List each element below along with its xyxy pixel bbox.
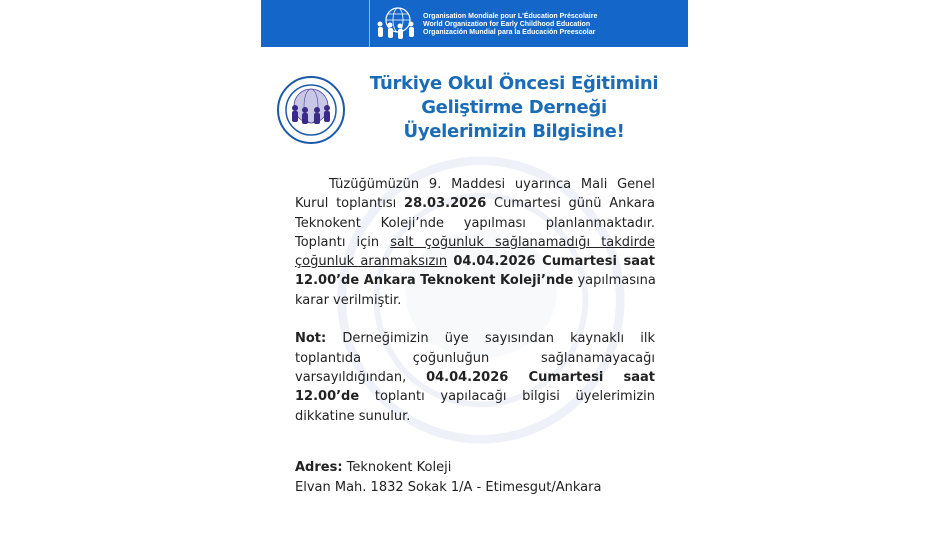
address-line-2: Elvan Mah. 1832 Sokak 1/A - Etimesgut/Ankara: [295, 480, 602, 495]
text-line: [295, 271, 655, 290]
text-line: [295, 233, 655, 252]
address-label: Adres:: [295, 460, 343, 475]
underlined-text: salt çoğunluk sağlanamadığı takdirde: [390, 234, 655, 250]
text-line: [295, 329, 655, 348]
bold-text: 04.04.2026 Cumartesi saat: [453, 254, 655, 270]
title-line: Üyelerimizin Bilgisine!: [403, 121, 625, 142]
header-divider: [369, 0, 370, 47]
header-line-fr: Organisation Mondiale pour L'Éducation Préscolaire: [423, 13, 598, 20]
text-segment: toplantı yapılacağı bilgisi üyelerimizin: [359, 389, 655, 405]
text-segment: Teknokent Koleji’nde yapılması planlanmaktadır.: [295, 215, 655, 231]
bold-text: 28.03.2026: [404, 196, 487, 212]
text-segment: Toplantı için: [295, 234, 391, 250]
text-segment: toplantıda çoğunluğun sağlanamayacağı: [295, 350, 655, 366]
paragraph-note: [295, 329, 655, 425]
text-line: [295, 407, 655, 426]
header-organization-names: [423, 13, 597, 37]
text-line: [295, 194, 655, 213]
text-line: [295, 175, 655, 194]
association-seal-logo: [277, 76, 345, 144]
text-line: [295, 387, 655, 406]
text-segment: karar verilmiştir.: [295, 292, 402, 308]
paragraph-gap: [295, 310, 655, 329]
text-segment: Kurul toplantısı: [295, 196, 405, 212]
bold-text: 12.00’de Ankara Teknokent Koleji’nde: [295, 273, 574, 289]
title-line: Türkiye Okul Öncesi Eğitimini: [369, 73, 659, 94]
page-title: [349, 72, 679, 144]
text-line: [295, 349, 655, 368]
text-line: [295, 291, 655, 310]
header-line-es: Organización Mundial para la Educación Preescolar: [423, 29, 596, 36]
bold-text: 04.04.2026 Cumartesi saat: [426, 369, 655, 385]
text-segment: Derneğimizin üye sayısından kaynaklı ilk: [326, 331, 655, 347]
omep-globe-children-logo: [373, 6, 419, 42]
text-line: [295, 214, 655, 233]
text-line: [295, 252, 655, 271]
title-line: Geliştirme Derneği: [421, 97, 607, 118]
omep-header-banner: [261, 0, 688, 47]
document-page: [261, 0, 688, 534]
address-block: [295, 458, 601, 498]
bold-text: Not:: [295, 331, 327, 347]
text-segment: Cumartesi günü Ankara: [486, 196, 655, 212]
announcement-body: [295, 175, 655, 426]
text-segment: yapılmasına: [573, 273, 656, 289]
text-segment: Tüzüğümüzün 9. Maddesi uyarınca Mali Genel: [329, 177, 655, 192]
paragraph-meeting: [295, 175, 655, 310]
text-segment: varsayıldığından,: [295, 369, 427, 385]
address-name: Teknokent Koleji: [342, 460, 452, 475]
bold-text: 12.00’de: [295, 389, 360, 405]
underlined-text: çoğunluk aranmaksızın: [295, 254, 448, 270]
header-line-en: World Organization for Early Childhood Education: [423, 21, 591, 28]
text-line: [295, 368, 655, 387]
text-segment: dikkatine sunulur.: [295, 408, 411, 424]
address-line-1: [295, 458, 601, 478]
